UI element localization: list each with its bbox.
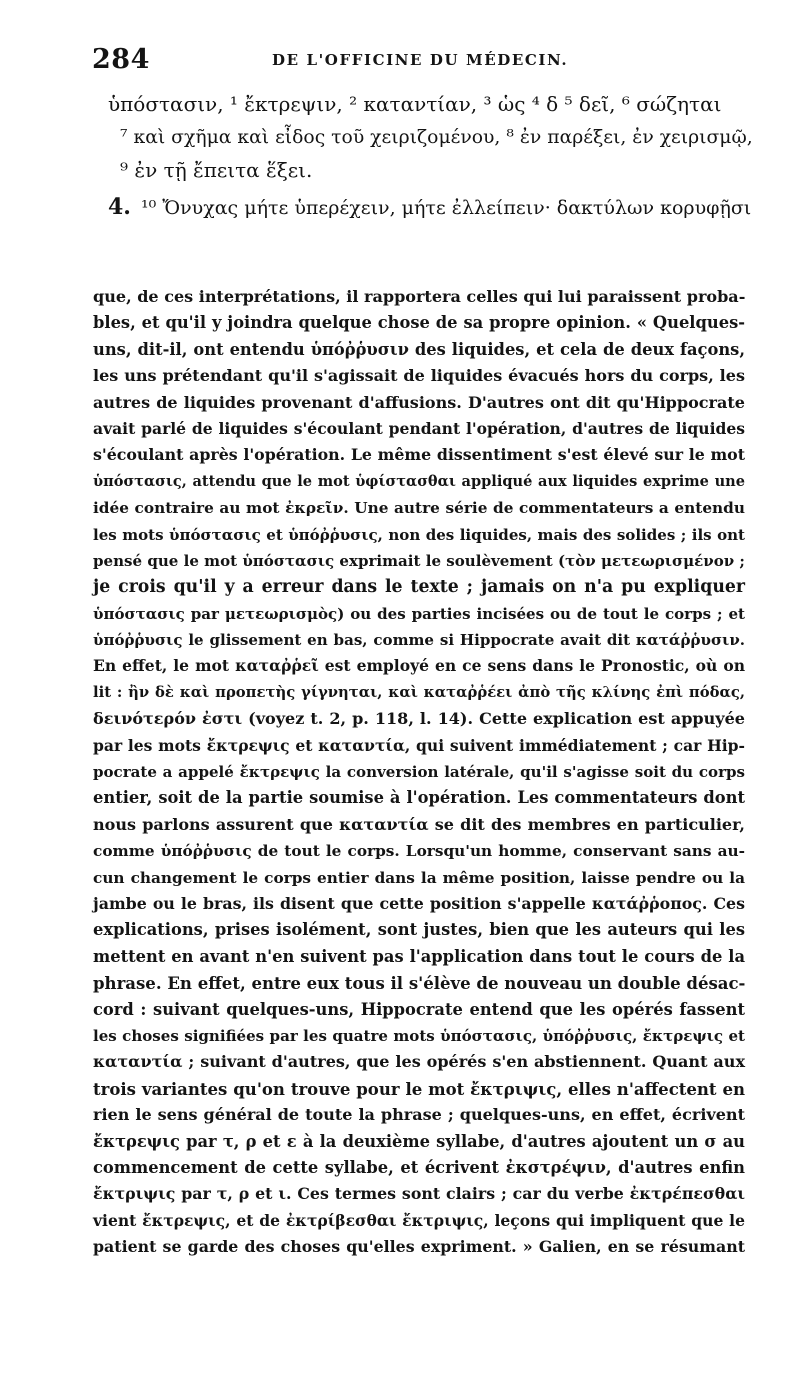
section-number: 4. (108, 194, 131, 220)
text-line: les uns prétendant qu'il s'agissait de liquides évacués hors du corps, les (93, 366, 745, 386)
text-line: jambe ou le bras, ils disent que cette position s'appelle κατάῤῥοπος. Ces (93, 893, 745, 913)
text-line: ὑπόῤῥυσις le glissement en bas, comme si Hippocrate avait dit κατάῤῥυσιν. (93, 631, 745, 650)
text-line: mettent en avant n'en suivent pas l'application dans tout le cours de la (93, 946, 745, 966)
greek-text-block (108, 88, 758, 225)
text-line: que, de ces interprétations, il rapportera celles qui lui paraissent proba- (93, 287, 746, 306)
text-line: ἔκτριψις par τ, ρ et ι. Ces termes sont clairs ; car du verbe ἐκτρέπεσθαι (93, 1184, 745, 1204)
section-line (108, 191, 758, 225)
section-greek-text: ¹⁰ Ὄνυχας μήτε ὑπερέχειν, μήτε ἐλλείπειν· δακτύλων κορυφῇσι (141, 197, 752, 219)
text-line: les mots ὑπόστασις et ὑπόῤῥυσις, non des liquides, mais des solides ; ils ont (93, 525, 745, 544)
text-line: par les mots ἔκτρεψις et καταντία, qui suivent immédiatement ; car Hip- (93, 735, 745, 755)
page-number: 284 (92, 44, 150, 75)
text-line: s'écoulant après l'opération. Le même dissentiment s'est élevé sur le mot (93, 445, 745, 465)
text-line: idée contraire au mot ἐκρεῖν. Une autre série de commentateurs a entendu (93, 499, 745, 518)
text-line: cord : suivant quelques-uns, Hippocrate entend que les opérés fassent (93, 999, 745, 1019)
text-line: pensé que le mot ὑπόστασις exprimait le soulèvement (τὸν μετεωρισμένον ; (93, 551, 745, 570)
page-header (92, 44, 760, 84)
text-line: nous parlons assurent que καταντία se dit des membres en particulier, (93, 814, 745, 834)
text-line: patient se garde des choses qu'elles expriment. » Galien, en se résumant (93, 1237, 745, 1257)
text-line: lit : ἢν δὲ καὶ προπετὴς γίγνηται, καὶ καταῤῥέει ἀπὸ τῆς κλίνης ἐπὶ πόδας, (93, 683, 745, 701)
text-line: explications, prises isolément, sont justes, bien que les auteurs qui les (93, 920, 745, 940)
text-line: entier, soit de la partie soumise à l'opération. Les commentateurs dont (93, 788, 745, 808)
text-line: rien le sens général de toute la phrase ; quelques-uns, en effet, écrivent (93, 1105, 745, 1125)
greek-line: ⁹ ἐν τῇ ἔπειτα ἕξει. (120, 158, 313, 182)
greek-line: ὑπόστασιν, ¹ ἔκτρεψιν, ² καταντίαν, ³ ὡς ⁴ δ ⁵ δεῖ, ⁶ σώζηται (108, 92, 722, 116)
text-line: autres de liquides provenant d'affusions. D'autres ont dit qu'Hippocrate (93, 392, 745, 412)
commentary-paragraph (93, 284, 745, 1260)
text-line: ὑπόστασις par μετεωρισμὸς) ou des parties incisées ou de tout le corps ; et (93, 604, 745, 623)
text-line: comme ὑπόῤῥυσις de tout le corps. Lorsqu'un homme, conservant sans au- (93, 842, 745, 861)
text-line: trois variantes qu'on trouve pour le mot ἔκτριψις, elles n'affectent en (93, 1078, 745, 1099)
text-line: ἔκτρεψις par τ, ρ et ε à la deuxième syllabe, d'autres ajoutent un σ au (93, 1131, 745, 1151)
text-line: καταντία ; suivant d'autres, que les opérés s'en abstiennent. Quant aux (93, 1052, 745, 1072)
text-line: bles, et qu'il y joindra quelque chose de sa propre opinion. « Quelques- (93, 313, 745, 333)
text-line: En effet, le mot καταῤῥεῖ est employé en ce sens dans le Pronostic, où on (93, 656, 745, 676)
text-line: vient ἔκτρεψις, et de ἐκτρίβεσθαι ἔκτριψις, leçons qui impliquent que le (93, 1210, 745, 1230)
running-title: DE L'OFFICINE DU MÉDECIN. (272, 51, 569, 69)
text-line: avait parlé de liquides s'écoulant pendant l'opération, d'autres de liquides (93, 418, 745, 438)
text-line: cun changement le corps entier dans la même position, laisse pendre ou la (93, 868, 745, 887)
text-line: pocrate a appelé ἔκτρεψις la conversion latérale, qu'il s'agisse soit du corps (93, 763, 745, 782)
text-line: commencement de cette syllabe, et écrivent ἐκστρέψιν, d'autres enfin (93, 1157, 745, 1177)
text-line: les choses signifiées par les quatre mots ὑπόστασις, ὑπόῤῥυσις, ἔκτρεψις et (93, 1026, 745, 1045)
text-line: je crois qu'il y a erreur dans le texte ; jamais on n'a pu expliquer (93, 577, 745, 598)
text-line: phrase. En effet, entre eux tous il s'élève de nouveau un double désac- (93, 973, 746, 994)
text-line: ὑπόστασις, attendu que le mot ὑφίστασθαι appliqué aux liquides exprime une (93, 472, 745, 490)
text-line: uns, dit-il, ont entendu ὑπόῤῥυσιν des liquides, et cela de deux façons, (93, 339, 745, 359)
text-line: δεινότερόν ἐστι (voyez t. 2, p. 118, l. 14). Cette explication est appuyée (93, 709, 745, 729)
greek-line: ⁷ καὶ σχῆμα καὶ εἶδος τοῦ χειριζομένου, ⁸ ἐν παρέξει, ἐν χειρισμῷ, (120, 127, 753, 148)
